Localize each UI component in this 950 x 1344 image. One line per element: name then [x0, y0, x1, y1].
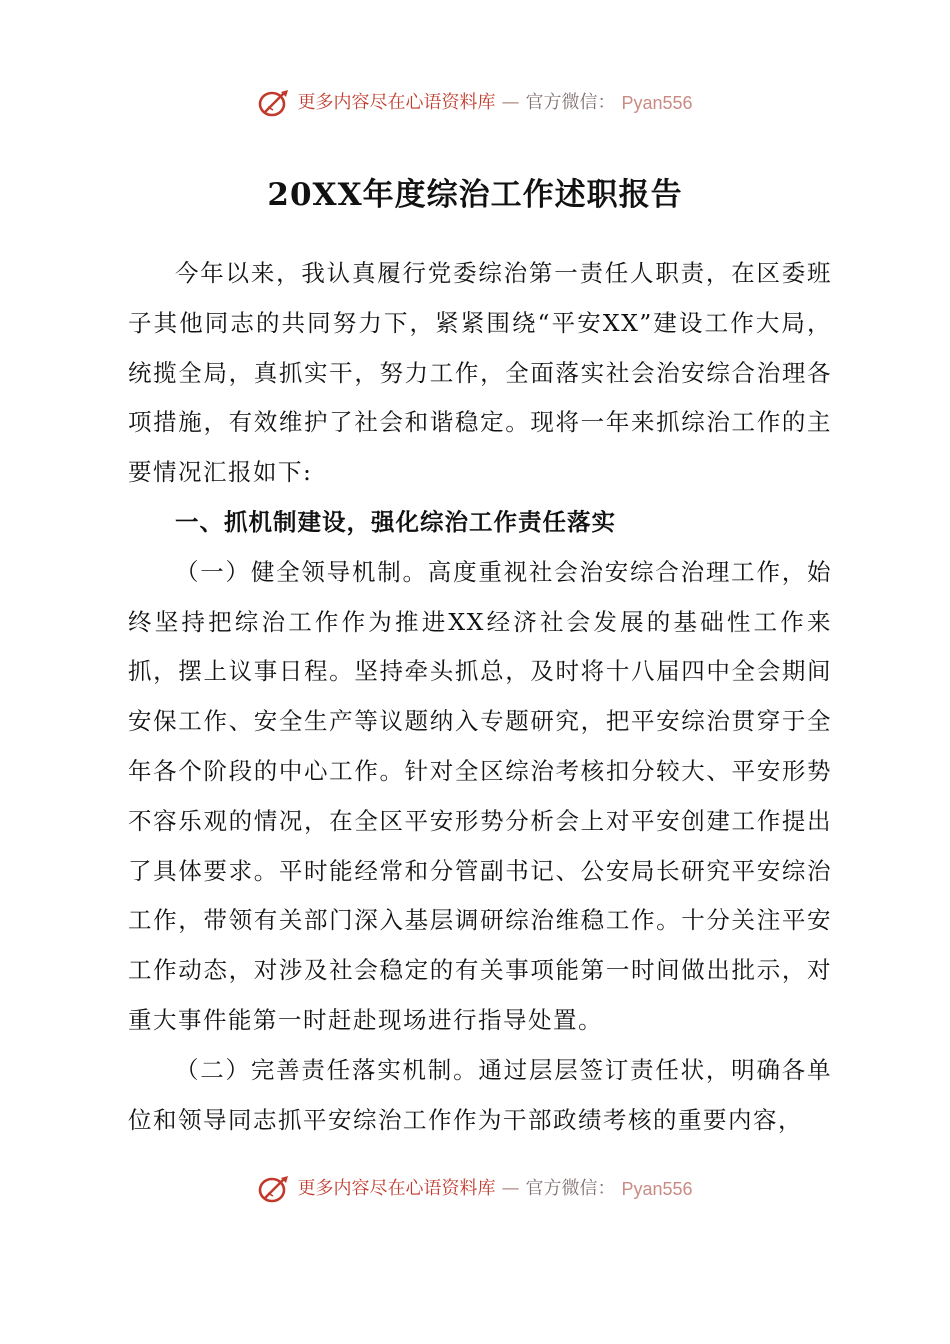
watermark-main-text: 更多内容尽在心语资料库 [297, 1178, 496, 1199]
watermark-dash: — [501, 92, 520, 113]
watermark-dash: — [501, 1178, 520, 1199]
watermark-main-text: 更多内容尽在心语资料库 [297, 92, 496, 113]
section-heading: 一、抓机制建设，强化综治工作责任落实 [175, 507, 616, 536]
document-title: 20XX年度综治工作述职报告 [267, 177, 683, 213]
document-body [128, 249, 832, 1145]
watermark-label: 官方微信： [525, 1178, 616, 1199]
watermark-header [0, 88, 950, 118]
body-paragraph: （一）健全领导机制。高度重视社会治安综合治理工作，始终坚持把综治工作作为推进XX经济社会发展的基础性工作来抓，摆上议事日程。坚持牵头抓总，及时将十八届四中全会期间安保工作、安全生产等议题纳入专题研究，把平安综治贯穿于全年各个阶段的中心工作。针对全区综治考核扣分较大、平安形势不容乐观的情况，在全区平安形势分析会上对平安创建工作提出了具体要求。平时能经常和分管副书记、公安局长研究平安综治工作，带领有关部门深入基层调研综治维稳工作。十分关注平安工作动态，对涉及社会稳定的有关事项能第一时间做出批示，对重大事件能第一时赶赴现场进行指导处置。 [128, 557, 832, 1034]
body-paragraph: （二）完善责任落实机制。通过层层签订责任状，明确各单位和领导同志抓平安综治工作作为干部政绩考核的重要内容， [128, 1055, 832, 1134]
watermark-label: 官方微信： [525, 92, 616, 113]
watermark-code: Pyan556 [621, 93, 693, 113]
pen-logo-icon [257, 1174, 291, 1204]
intro-paragraph: 今年以来，我认真履行党委综治第一责任人职责，在区委班子其他同志的共同努力下，紧紧围绕“平安XX”建设工作大局，统揽全局，真抓实干，努力工作，全面落实社会治安综合治理各项措施，有效维护了社会和谐稳定。现将一年来抓综治工作的主要情况汇报如下: [128, 259, 832, 487]
watermark-footer [0, 1174, 950, 1204]
pen-logo-icon [257, 88, 291, 118]
watermark-code: Pyan556 [621, 1179, 693, 1199]
